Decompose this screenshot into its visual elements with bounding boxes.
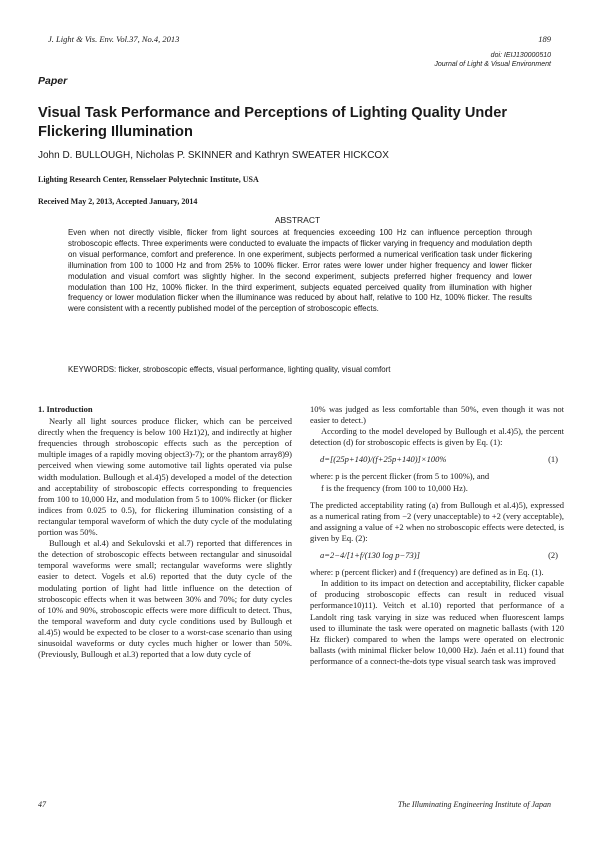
paragraph: where: p is the percent flicker (from 5 to 100%), and	[310, 471, 490, 482]
running-header-journal: J. Light & Vis. Env. Vol.37, No.4, 2013	[48, 34, 180, 44]
author-list: John D. BULLOUGH, Nicholas P. SKINNER and Kathryn SWEATER HICKCOX	[38, 150, 389, 161]
equation-1-body: d=[(25p+140)/(f+25p+140)]×100%	[320, 454, 447, 465]
paragraph: 10% was judged as less comfortable than 50%, even though it was not easier to detect.)	[310, 404, 564, 426]
doi[interactable]: doi: IEIJ130000510	[490, 52, 551, 59]
paragraph: The predicted acceptability rating (a) from Bullough et al.4)5), expressed as a numerical rating from −2 (very unacceptable) to +2 (very acceptable), and assigning a value of +2 when no stroboscopic effects were detected, is given by Eq. (2):	[310, 499, 564, 543]
keywords: KEYWORDS: flicker, stroboscopic effects, visual performance, lighting quality, visual comfort	[68, 365, 391, 374]
paper-title: Visual Task Performance and Perceptions of Lighting Quality Under Flickering Illumination	[38, 105, 507, 140]
paragraph: According to the model developed by Bullough et al.4)5), the percent detection (d) for stroboscopic effects is given by Eq. (1):	[310, 426, 564, 448]
journal-name: Journal of Light & Visual Environment	[434, 61, 551, 68]
affiliation: Lighting Research Center, Rensselaer Polytechnic Institute, USA	[38, 175, 259, 184]
footer-page-number: 47	[38, 800, 46, 809]
paragraph: Nearly all light sources produce flicker, which can be perceived directly when the frequency is below 100 Hz1)2), and indirectly at higher frequencies through stroboscopic effects such as the perception of multiple images of a rapidly moving object3)-7); or the phantom array8)9) perceived when viewing some automotive tail lights operated via pulse width modulation. Bullough et al.4)5) developed a model of the detection and acceptability of stroboscopic effects corresponding to frequencies from 100 to 10,000 Hz, and modulation from 5 to 100% flicker (or flicker indices from 0.025 to 0.5), for flickering illumination consisting of a rectangular temporal waveform of which the duty cycle of the modulating portion was 50%.	[38, 416, 292, 538]
footer-society: The Illuminating Engineering Institute of Japan	[397, 800, 551, 809]
right-column	[310, 404, 564, 667]
equation-2-body: a=2−4/[1+f/(130 log p−73)]	[320, 550, 420, 561]
paragraph: Bullough et al.4) and Sekulovski et al.7) reported that differences in the detection of stroboscopic effects between rectangular and sinusoidal temporal waveforms were small; rectangular waveforms were slightly easier to detect. Vogels et al.6) reported that the duty cycle of the modulating portion of light had little influence on the detection of stroboscopic effects when it was between 30% and 70%; for duty cycles of 10% and 90%, stroboscopic effects were more difficult to detect. Thus, the temporal waveform and duty cycle conditions used by Bullough et al.4)5) would be expected to be closer to a worst-case scenario than using sinusoidal waveforms or duty cycles much higher or lower than 50%. (Previously, Bullough et al.3) reported that a low duty cycle of	[38, 538, 292, 660]
received-dates: Received May 2, 2013, Accepted January, 2014	[38, 197, 198, 206]
abstract-text: Even when not directly visible, flicker from light sources at frequencies exceeding 100 Hz can influence perception through stroboscopic effects. Three experiments were conducted to evaluate the impacts of flicker varying in frequency and modulation depth on visual performance, comfort and preference. In one experiment, subjects performed a numerical verification task under flickering illumination from 100 to 1000 Hz and from 25% to 100% flicker. Error rates were lower under higher frequency and lower flicker modulation and visual comfort was slightly higher. In the second experiment, subjects preferred higher frequency and lower modulation than 100 Hz, 100% flicker. In the third experiment, subjects equated perceived quality from illumination with higher frequency or lower modulation flicker when the illuminance was reduced by about half, relative to 100 Hz, 100% flicker. The results were consistent with a recently published model of the perception of stroboscopic effects.	[68, 228, 532, 314]
running-header-page-number: 189	[538, 34, 551, 44]
paragraph: In addition to its impact on detection and acceptability, flicker capable of producing stroboscopic effects can result in reduced visual performance10)11). Veitch et al.10) reported that performance of a Landolt ring task varying in size was reduced when fluorescent lamps used to illuminate the task were operated on magnetic ballasts (with 120 Hz flicker) compared to when the lamps were operated on electronic ballasts (with minimal flicker below 10,000 Hz). Jaén et al.11) found that performance of a connect-the-dots type visual search task was improved	[310, 578, 564, 666]
equation-2	[310, 550, 564, 561]
equation-1-number: (1)	[548, 454, 558, 465]
paragraph: where: p (percent flicker) and f (frequency) are defined as in Eq. (1).	[310, 567, 544, 578]
equation-1	[310, 454, 564, 465]
abstract-heading: ABSTRACT	[274, 215, 321, 225]
left-column	[38, 404, 292, 660]
equation-2-number: (2)	[548, 550, 558, 561]
article-type: Paper	[38, 75, 68, 87]
paragraph: f is the frequency (from 100 to 10,000 Hz).	[321, 482, 468, 493]
section-heading-introduction: 1. Introduction	[38, 404, 93, 414]
